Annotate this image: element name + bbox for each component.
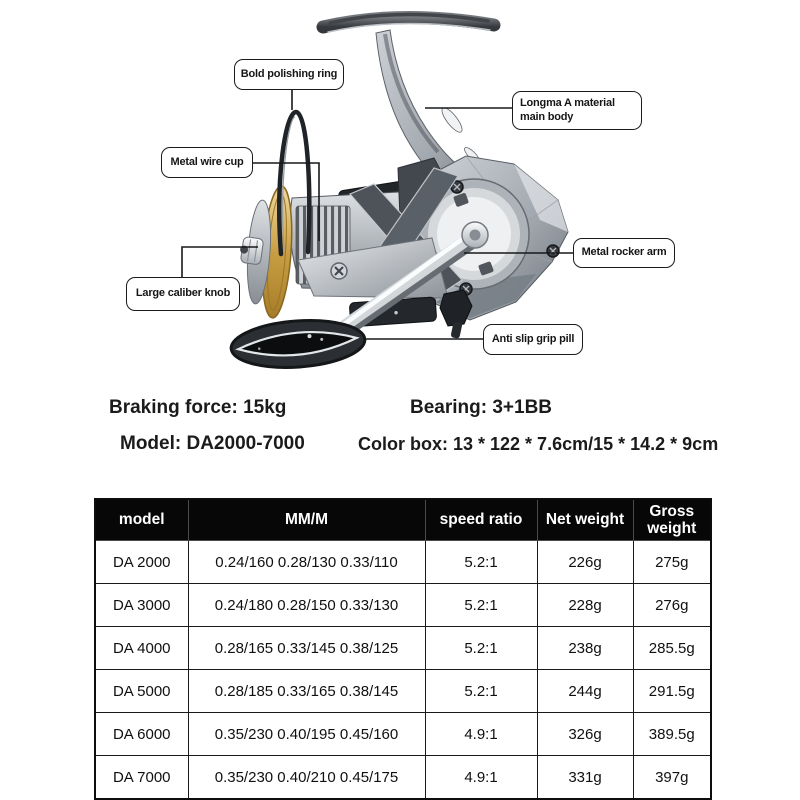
callout-large-caliber-knob bbox=[126, 277, 240, 311]
callout-label: Metal rocker arm bbox=[581, 246, 667, 259]
callout-label: Longma A material main body bbox=[520, 97, 615, 123]
cell-speed-ratio: 5.2:1 bbox=[425, 627, 537, 670]
spec-model: Model: DA2000-7000 bbox=[120, 433, 305, 454]
cell-net-weight: 238g bbox=[537, 627, 633, 670]
cell-gross-weight: 285.5g bbox=[633, 627, 711, 670]
col-header-gross-weight: Gross weight bbox=[633, 499, 711, 541]
spec-color-box: Color box: 13 * 122 * 7.6cm/15 * 14.2 * 9cm bbox=[358, 434, 719, 454]
cell-gross-weight: 389.5g bbox=[633, 713, 711, 756]
cell-model: DA 5000 bbox=[95, 670, 188, 713]
table-row bbox=[95, 670, 711, 713]
col-header-net-weight: Net weight bbox=[537, 499, 633, 541]
table-row bbox=[95, 541, 711, 584]
cell-model: DA 7000 bbox=[95, 756, 188, 800]
cell-model: DA 2000 bbox=[95, 541, 188, 584]
cell-net-weight: 228g bbox=[537, 584, 633, 627]
callout-label: Metal wire cup bbox=[170, 155, 244, 168]
anti-reverse-switch bbox=[440, 290, 472, 339]
cell-mm-m: 0.28/165 0.33/145 0.38/125 bbox=[188, 627, 425, 670]
cell-speed-ratio: 4.9:1 bbox=[425, 713, 537, 756]
screw-icon bbox=[331, 263, 347, 279]
spec-bearing: Bearing: 3+1BB bbox=[410, 397, 553, 418]
cell-speed-ratio: 4.9:1 bbox=[425, 756, 537, 800]
cell-speed-ratio: 5.2:1 bbox=[425, 541, 537, 584]
cell-mm-m: 0.24/180 0.28/150 0.33/130 bbox=[188, 584, 425, 627]
cell-net-weight: 331g bbox=[537, 756, 633, 800]
table-row bbox=[95, 627, 711, 670]
cell-gross-weight: 275g bbox=[633, 541, 711, 584]
table-header-row bbox=[95, 499, 711, 541]
callout-label: Bold polishing ring bbox=[240, 67, 338, 80]
spec-braking-force: Braking force: 15kg bbox=[109, 397, 287, 418]
table-row bbox=[95, 756, 711, 800]
rod-foot bbox=[323, 14, 494, 32]
callout-label: Large caliber knob bbox=[135, 287, 231, 300]
col-header-model: model bbox=[95, 499, 188, 541]
cell-gross-weight: 291.5g bbox=[633, 670, 711, 713]
cell-mm-m: 0.35/230 0.40/210 0.45/175 bbox=[188, 756, 425, 800]
cell-net-weight: 326g bbox=[537, 713, 633, 756]
cell-speed-ratio: 5.2:1 bbox=[425, 670, 537, 713]
cell-model: DA 6000 bbox=[95, 713, 188, 756]
spec-table bbox=[94, 498, 712, 800]
cell-net-weight: 226g bbox=[537, 541, 633, 584]
cell-mm-m: 0.28/185 0.33/165 0.38/145 bbox=[188, 670, 425, 713]
callout-longma-main-body bbox=[512, 91, 642, 130]
cell-gross-weight: 276g bbox=[633, 584, 711, 627]
cell-net-weight: 244g bbox=[537, 670, 633, 713]
callout-bold-polishing-ring bbox=[234, 59, 344, 90]
cell-speed-ratio: 5.2:1 bbox=[425, 584, 537, 627]
table-row bbox=[95, 713, 711, 756]
col-header-speed-ratio: speed ratio bbox=[425, 499, 537, 541]
callout-metal-wire-cup bbox=[161, 147, 253, 178]
callout-metal-rocker-arm bbox=[573, 238, 675, 268]
callout-label: Anti slip grip pill bbox=[491, 332, 575, 345]
handle-grip bbox=[230, 316, 367, 371]
cell-model: DA 4000 bbox=[95, 627, 188, 670]
callout-anti-slip-grip-pill bbox=[483, 324, 583, 355]
cell-model: DA 3000 bbox=[95, 584, 188, 627]
cell-gross-weight: 397g bbox=[633, 756, 711, 800]
cell-mm-m: 0.35/230 0.40/195 0.45/160 bbox=[188, 713, 425, 756]
cell-mm-m: 0.24/160 0.28/130 0.33/110 bbox=[188, 541, 425, 584]
col-header-mm-m: MM/M bbox=[188, 499, 425, 541]
table-row bbox=[95, 584, 711, 627]
table-header bbox=[95, 499, 711, 541]
